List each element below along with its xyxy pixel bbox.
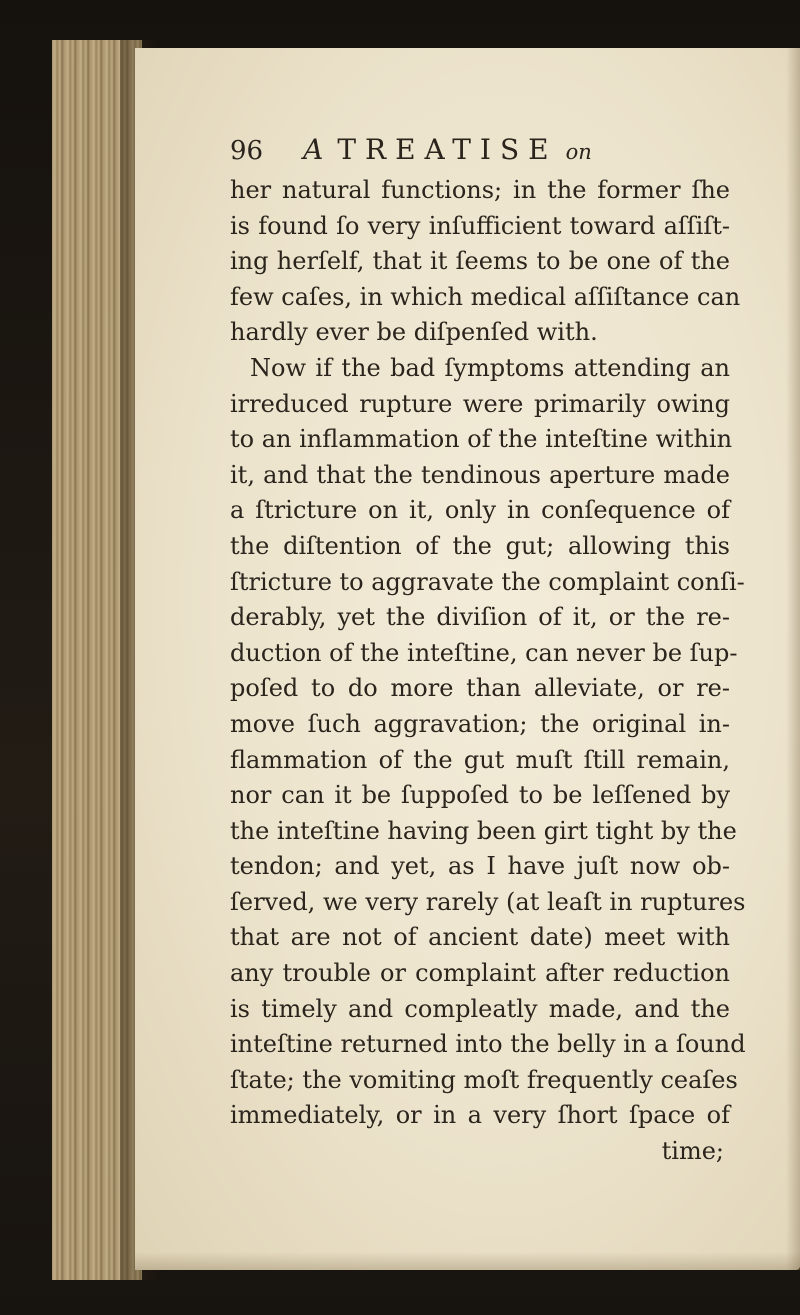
text-line: Now if the bad ſymptoms attending an	[250, 353, 730, 382]
running-head	[230, 133, 730, 173]
text-line: nor can it be ſuppoſed to be leſſened by	[230, 781, 730, 810]
text-line: is found ſo very inſufficient toward aſſiſt-	[230, 211, 730, 240]
text-line: derably, yet the diviſion of it, or the re-	[230, 603, 730, 632]
page-edge-right	[786, 48, 800, 1270]
text-line: move ſuch aggravation; the original in-	[230, 709, 730, 738]
text-line: it, and that the tendinous aperture made	[230, 460, 730, 489]
text-line: to an inflammation of the inteſtine within	[230, 425, 733, 454]
text-line: tendon; and yet, as I have juſt now ob-	[230, 852, 730, 881]
text-line: flammation of the gut muſt ſtill remain,	[230, 745, 730, 774]
running-head-on: on	[565, 140, 592, 164]
running-head-article: A	[303, 133, 324, 166]
text-line: ſtricture to aggravate the complaint conſi-	[230, 567, 745, 596]
text-line: few caſes, in which medical aſſiſtance can	[230, 282, 741, 311]
text-line: irreduced rupture were primarily owing	[230, 389, 730, 418]
page-edge-bottom	[135, 1252, 800, 1270]
text-line: is timely and compleatly made, and the	[230, 994, 730, 1023]
text-block	[230, 133, 746, 1170]
text-line: that are not of ancient date) meet with	[230, 923, 730, 952]
text-line: her natural functions; in the former ſhe	[230, 176, 730, 204]
text-line: ing herſelf, that it ſeems to be one of the	[230, 247, 730, 276]
text-line: the inteſtine having been girt tight by the	[230, 816, 737, 845]
page-number: 96	[230, 136, 264, 166]
text-line: ſerved, we very rarely (at leaſt in ruptures	[230, 887, 746, 916]
text-line: any trouble or complaint after reduction	[230, 959, 730, 988]
book-page	[135, 48, 800, 1270]
text-line: poſed to do more than alleviate, or re-	[230, 674, 730, 703]
running-head-title: TREATISE	[337, 133, 558, 166]
text-line: duction of the inteſtine, can never be ſup-	[230, 638, 738, 667]
text-line: a ſtricture on it, only in conſequence of	[230, 496, 730, 525]
catchword: time;	[661, 1137, 724, 1166]
text-line: ſtate; the vomiting moſt frequently ceaſes	[230, 1065, 738, 1094]
text-line: the diſtention of the gut; allowing this	[230, 531, 730, 560]
text-line: hardly ever be diſpenſed with.	[230, 318, 598, 347]
text-line: inteſtine returned into the belly in a ſound	[230, 1030, 746, 1059]
text-line: immediately, or in a very ſhort ſpace of	[230, 1101, 730, 1130]
